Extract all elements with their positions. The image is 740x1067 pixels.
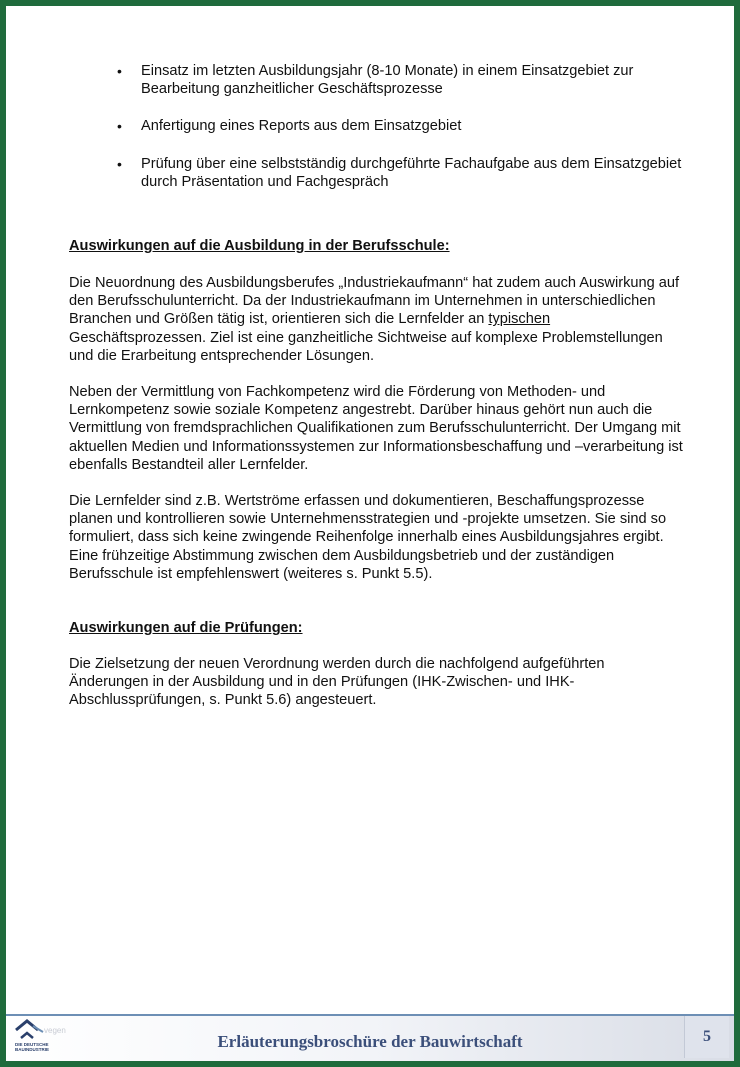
list-item [69,62,684,98]
footer-title: Erläuterungsbroschüre der Bauwirtschaft [217,1032,523,1051]
bullet-text: Anfertigung eines Reports aus dem Einsatzgebiet [141,118,462,135]
page-content [69,62,684,710]
bullet-text: Einsatz im letzten Ausbildungsjahr (8-10 Monate) in einem Einsatzgebiet zur Bearbeitung ganzheitlicher Geschäftsprozesse [141,63,634,98]
bullet-icon: • [117,118,122,135]
paragraph [69,274,684,365]
section-heading-berufsschule: Auswirkungen auf die Ausbildung in der Berufsschule: [69,238,450,255]
paragraph-text: Geschäftsprozessen. Ziel ist eine ganzheitliche Sichtweise auf komplexe Problemstellungen und die Erarbeitung entsprechender Lösungen. [69,329,663,364]
underlined-word: typischen [488,311,551,328]
bullet-icon: • [117,155,122,172]
paragraph-text: Die Neuordnung des Ausbildungsberufes „Industriekaufmann“ hat zudem auch Auswirkung auf den Berufsschulunterricht. Da der Industriekaufmann im Unternehmen in unterschiedlichen Branchen und Größen tätig ist, orientieren sich die Lernfelder an [69,275,680,328]
footer-divider [6,1014,734,1016]
paragraph: Die Zielsetzung der neuen Verordnung werden durch die nachfolgend aufgeführten Änderungen in der Ausbildung und in den Prüfungen (IHK-Zwischen- und IHK-Abschlussprüfungen, s. Punkt 5.6) angesteuert. [69,656,605,709]
logo-text-line: BAUINDUSTRIE [15,1047,50,1052]
list-item [69,155,684,191]
bullet-icon: • [117,63,122,79]
watermark: vegen [44,1026,66,1035]
paragraph: Die Lernfelder sind z.B. Wertströme erfassen und dokumentieren, Beschaffungsprozesse planen und kontrollieren sowie Unternehmensstrategien und -projekte umsetzen. Sie sind so formuliert, dass sich keine zwingende Reihenfolge innerhalb eines Ausbildungsjahres ergibt. Eine frühzeitige Abstimmung zwischen dem Ausbildungsbetrieb und der zuständigen Berufsschule ist empfehlenswert (weiteres s. Punkt 5.5). [69,493,667,582]
page-number: 5 [684,1016,729,1058]
bullet-list [69,62,684,191]
logo-text-line: DIE DEUTSCHE [15,1042,49,1047]
section-heading-pruefungen: Auswirkungen auf die Prüfungen: [69,620,303,637]
list-item [69,117,684,135]
bullet-text: Prüfung über eine selbstständig durchgeführte Fachaufgabe aus dem Einsatzgebiet durch Präsentation und Fachgespräch [141,155,682,190]
paragraph: Neben der Vermittlung von Fachkompetenz wird die Förderung von Methoden- und Lernkompetenz sowie soziale Kompetenz angestrebt. Darüber hinaus gehört nun auch die Vermittlung von fremdsprachlichen Qualifikationen zum Berufsschulunterricht. Der Umgang mit aktuellen Medien und Informationssystemen zur Informationsbeschaffung und –verarbeitung ist ebenfalls Bestandteil aller Lernfelder. [69,384,683,473]
